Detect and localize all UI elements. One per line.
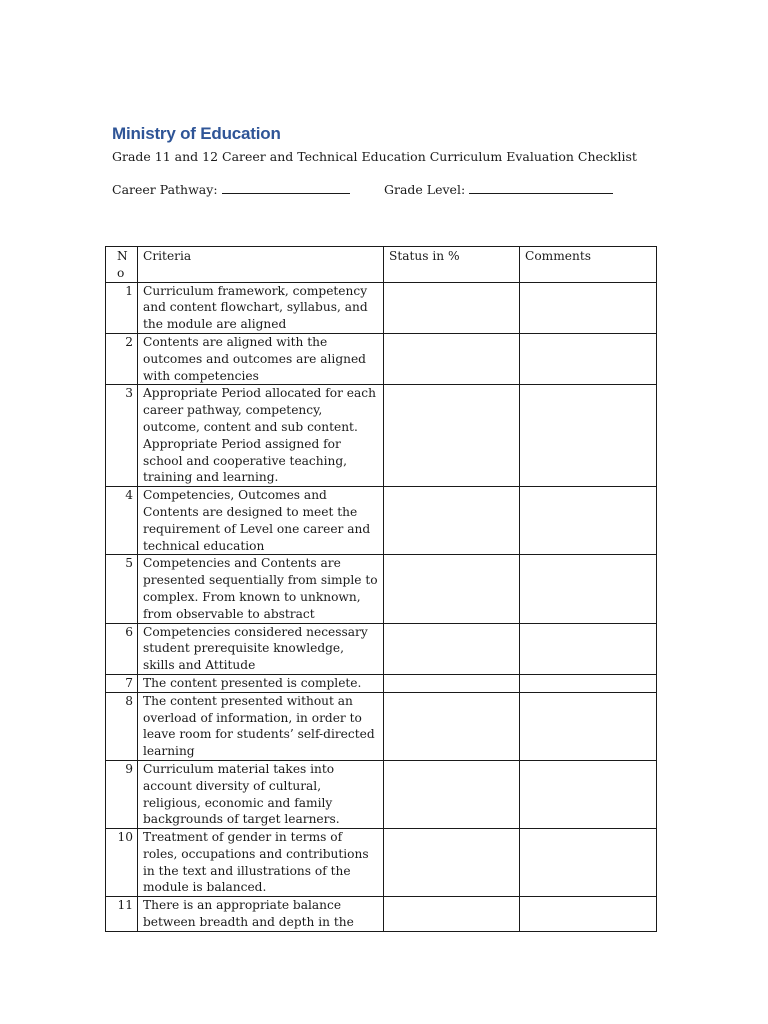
criteria-cell: Contents are aligned with the outcomes and outcomes are aligned with competencies [138,333,384,384]
evaluation-checklist-table [105,246,657,932]
row-number: 11 [106,897,138,932]
table-row [106,760,657,828]
table-row [106,829,657,897]
comments-cell[interactable] [520,333,657,384]
table-row [106,897,657,932]
ministry-heading: Ministry of Education [112,124,281,143]
table-row [106,555,657,623]
row-number: 10 [106,829,138,897]
status-cell[interactable] [384,692,520,760]
comments-cell[interactable] [520,385,657,487]
column-header-criteria: Criteria [138,247,384,283]
criteria-cell: Competencies considered necessary student prerequisite knowledge, skills and Attitude [138,623,384,674]
comments-cell[interactable] [520,674,657,692]
row-number: 7 [106,674,138,692]
criteria-cell: Competencies, Outcomes and Contents are designed to meet the requirement of Level one career and technical education [138,487,384,555]
comments-cell[interactable] [520,760,657,828]
status-cell[interactable] [384,282,520,333]
status-cell[interactable] [384,555,520,623]
criteria-cell: The content presented without an overload of information, in order to leave room for students’ self-directed learning [138,692,384,760]
table-row [106,487,657,555]
criteria-cell: The content presented is complete. [138,674,384,692]
status-cell[interactable] [384,829,520,897]
table-row [106,282,657,333]
status-cell[interactable] [384,487,520,555]
row-number: 2 [106,333,138,384]
column-header-no: No [106,247,138,283]
status-cell[interactable] [384,333,520,384]
comments-cell[interactable] [520,487,657,555]
status-cell[interactable] [384,897,520,932]
comments-cell[interactable] [520,282,657,333]
criteria-cell: Curriculum framework, competency and content flowchart, syllabus, and the module are aligned [138,282,384,333]
row-number: 4 [106,487,138,555]
table-row [106,623,657,674]
criteria-cell: Treatment of gender in terms of roles, occupations and contributions in the text and illustrations of the module is balanced. [138,829,384,897]
row-number: 6 [106,623,138,674]
grade-level-label: Grade Level: [384,182,466,197]
document-subtitle: Grade 11 and 12 Career and Technical Education Curriculum Evaluation Checklist [112,149,637,164]
status-cell[interactable] [384,623,520,674]
table-row [106,674,657,692]
criteria-cell: Competencies and Contents are presented sequentially from simple to complex. From known to unknown, from observable to abstract [138,555,384,623]
criteria-cell: Curriculum material takes into account diversity of cultural, religious, economic and family backgrounds of target learners. [138,760,384,828]
row-number: 1 [106,282,138,333]
table-row [106,333,657,384]
table-row [106,692,657,760]
career-pathway-label: Career Pathway: [112,182,218,197]
row-number: 9 [106,760,138,828]
comments-cell[interactable] [520,897,657,932]
column-header-comments: Comments [520,247,657,283]
row-number: 3 [106,385,138,487]
career-pathway-blank[interactable] [222,181,350,194]
column-header-status: Status in % [384,247,520,283]
status-cell[interactable] [384,674,520,692]
status-cell[interactable] [384,385,520,487]
row-number: 8 [106,692,138,760]
comments-cell[interactable] [520,829,657,897]
criteria-cell: There is an appropriate balance between breadth and depth in the [138,897,384,932]
grade-level-blank[interactable] [469,181,613,194]
career-pathway-field [112,181,350,197]
criteria-cell: Appropriate Period allocated for each career pathway, competency, outcome, content and sub content. Appropriate Period assigned for school and cooperative teaching, training and learning. [138,385,384,487]
table-row [106,385,657,487]
table-header-row [106,247,657,283]
comments-cell[interactable] [520,555,657,623]
grade-level-field [384,181,613,197]
status-cell[interactable] [384,760,520,828]
comments-cell[interactable] [520,623,657,674]
row-number: 5 [106,555,138,623]
comments-cell[interactable] [520,692,657,760]
